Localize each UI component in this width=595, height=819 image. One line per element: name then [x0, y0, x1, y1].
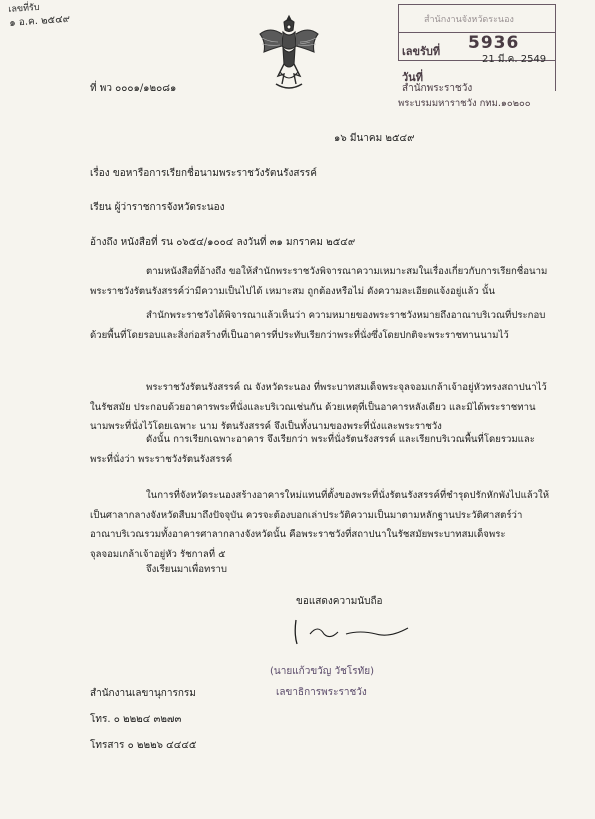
stamp-date-label: วันที่ [402, 71, 423, 84]
body-paragraph: สำนักพระราชวังได้พิจารณาแล้วเห็นว่า ความหมายของพระราชวังหมายถึงอาณาบริเวณที่ประกอบด้วยพื้นที่โดยรอบและสิ่งก่อสร้างที่เป็นอาคารที่ประทับเรียกว่าพระที่นั่งซึ่งโดยปกติจะพระราชทานนามไว้ [90, 310, 546, 341]
garuda-emblem-icon [256, 12, 322, 94]
handwritten-signature [290, 612, 420, 652]
body-paragraph: พระราชวังรัตนรังสรรค์ ณ จังหวัดระนอง ที่พระบาทสมเด็จพระจุลจอมเกล้าเจ้าอยู่หัวทรงสถาปนาไว้ในรัชสมัย ประกอบด้วยอาคารพระที่นั่งและบริเวณเช่นกัน ด้วยเหตุที่เป็นอาคารหลังเดียว และมิได้พระราชทานนามพระที่นั่งไว้โดยเฉพาะ นาม รัตนรังสรรค์ จึงเป็นทั้งนามของพระที่นั่งและพระราชวัง [90, 382, 547, 432]
sender-office: สำนักงานเลขานุการกรม [90, 688, 196, 699]
document-number: ที่ พว ๐๐๐๑/๑๒๐๘๑ [90, 83, 177, 94]
stamp-number-label: เลขรับที่ [402, 45, 441, 58]
office-fax: โทรสาร ๐ ๒๒๒๖ ๔๔๔๕ [90, 740, 197, 751]
stamp-office: สำนักพระราชวัง [402, 83, 473, 94]
stamp-address: พระบรมมหาราชวัง กทม.๑๐๒๐๐ [398, 98, 531, 109]
handwritten-receipt-note [8, 0, 70, 30]
letter-reference: อ้างถึง หนังสือที่ รน ๐๖๕๔/๑๐๐๔ ลงวันที่ ๓๑ มกราคม ๒๕๔๙ [90, 237, 356, 248]
receipt-stamp [398, 4, 556, 94]
body-paragraph: ตามหนังสือที่อ้างถึง ขอให้สำนักพระราชวังพิจารณาความเหมาะสมในเรื่องเกี่ยวกับการเรียกชื่อนามพระราชวังรัตนรังสรรค์ว่ามีความเป็นไปได้ เหมาะสม ถูกต้องหรือไม่ ดังความละเอียดแจ้งอยู่แล้ว นั้น [90, 266, 548, 297]
body-paragraph: ดังนั้น การเรียกเฉพาะอาคาร จึงเรียกว่า พระที่นั่งรัตนรังสรรค์ และเรียกบริเวณพื้นที่โดยรวมและพระที่นั่งว่า พระราชวังรัตนรังสรรค์ [90, 434, 535, 465]
closing-phrase: ขอแสดงความนับถือ [296, 596, 383, 607]
signer-title: เลขาธิการพระราชวัง [276, 687, 367, 698]
office-phone: โทร. ๐ ๒๒๒๔ ๓๒๗๓ [90, 714, 182, 725]
signer-name: (นายแก้วขวัญ วัชโรทัย) [270, 666, 374, 677]
body-paragraph: จึงเรียนมาเพื่อทราบ [146, 564, 227, 575]
stamp-date: 21 มี.ค. 2549 [482, 54, 547, 65]
letter-subject: เรื่อง ขอหารือการเรียกชื่อนามพระราชวังรัตนรังสรรค์ [90, 168, 317, 179]
letter-date: ๑๖ มีนาคม ๒๕๔๙ [334, 133, 415, 144]
body-paragraph: ในการที่จังหวัดระนองสร้างอาคารใหม่แทนที่ตั้งของพระที่นั่งรัตนรังสรรค์ที่ชำรุดปรักหักพังไปแล้วให้เป็นศาลากลางจังหวัดสืบมาถึงปัจจุบัน ควรจะต้องบอกเล่าประวัติความเป็นมาตามหลักฐานประวัติศาสตร์ว่า อาณาบริเวณรวมทั้งอาคารศาลากลางจังหวัดนั้น คือพระราชวังที่สถาปนาในรัชสมัยพระบาทสมเด็จพระจุลจอมเกล้าเจ้าอยู่หัว รัชกาลที่ ๕ [90, 490, 550, 560]
stamp-number: 5936 [468, 33, 520, 53]
handwritten-note-line: ๑ อ.ค. ๒๕๔๙ [8, 13, 71, 29]
letter-recipient: เรียน ผู้ว่าราชการจังหวัดระนอง [90, 202, 225, 213]
handwritten-note-line: เลขที่รับ [8, 2, 40, 15]
stamp-header: สำนักงานจังหวัดระนอง [424, 15, 514, 25]
